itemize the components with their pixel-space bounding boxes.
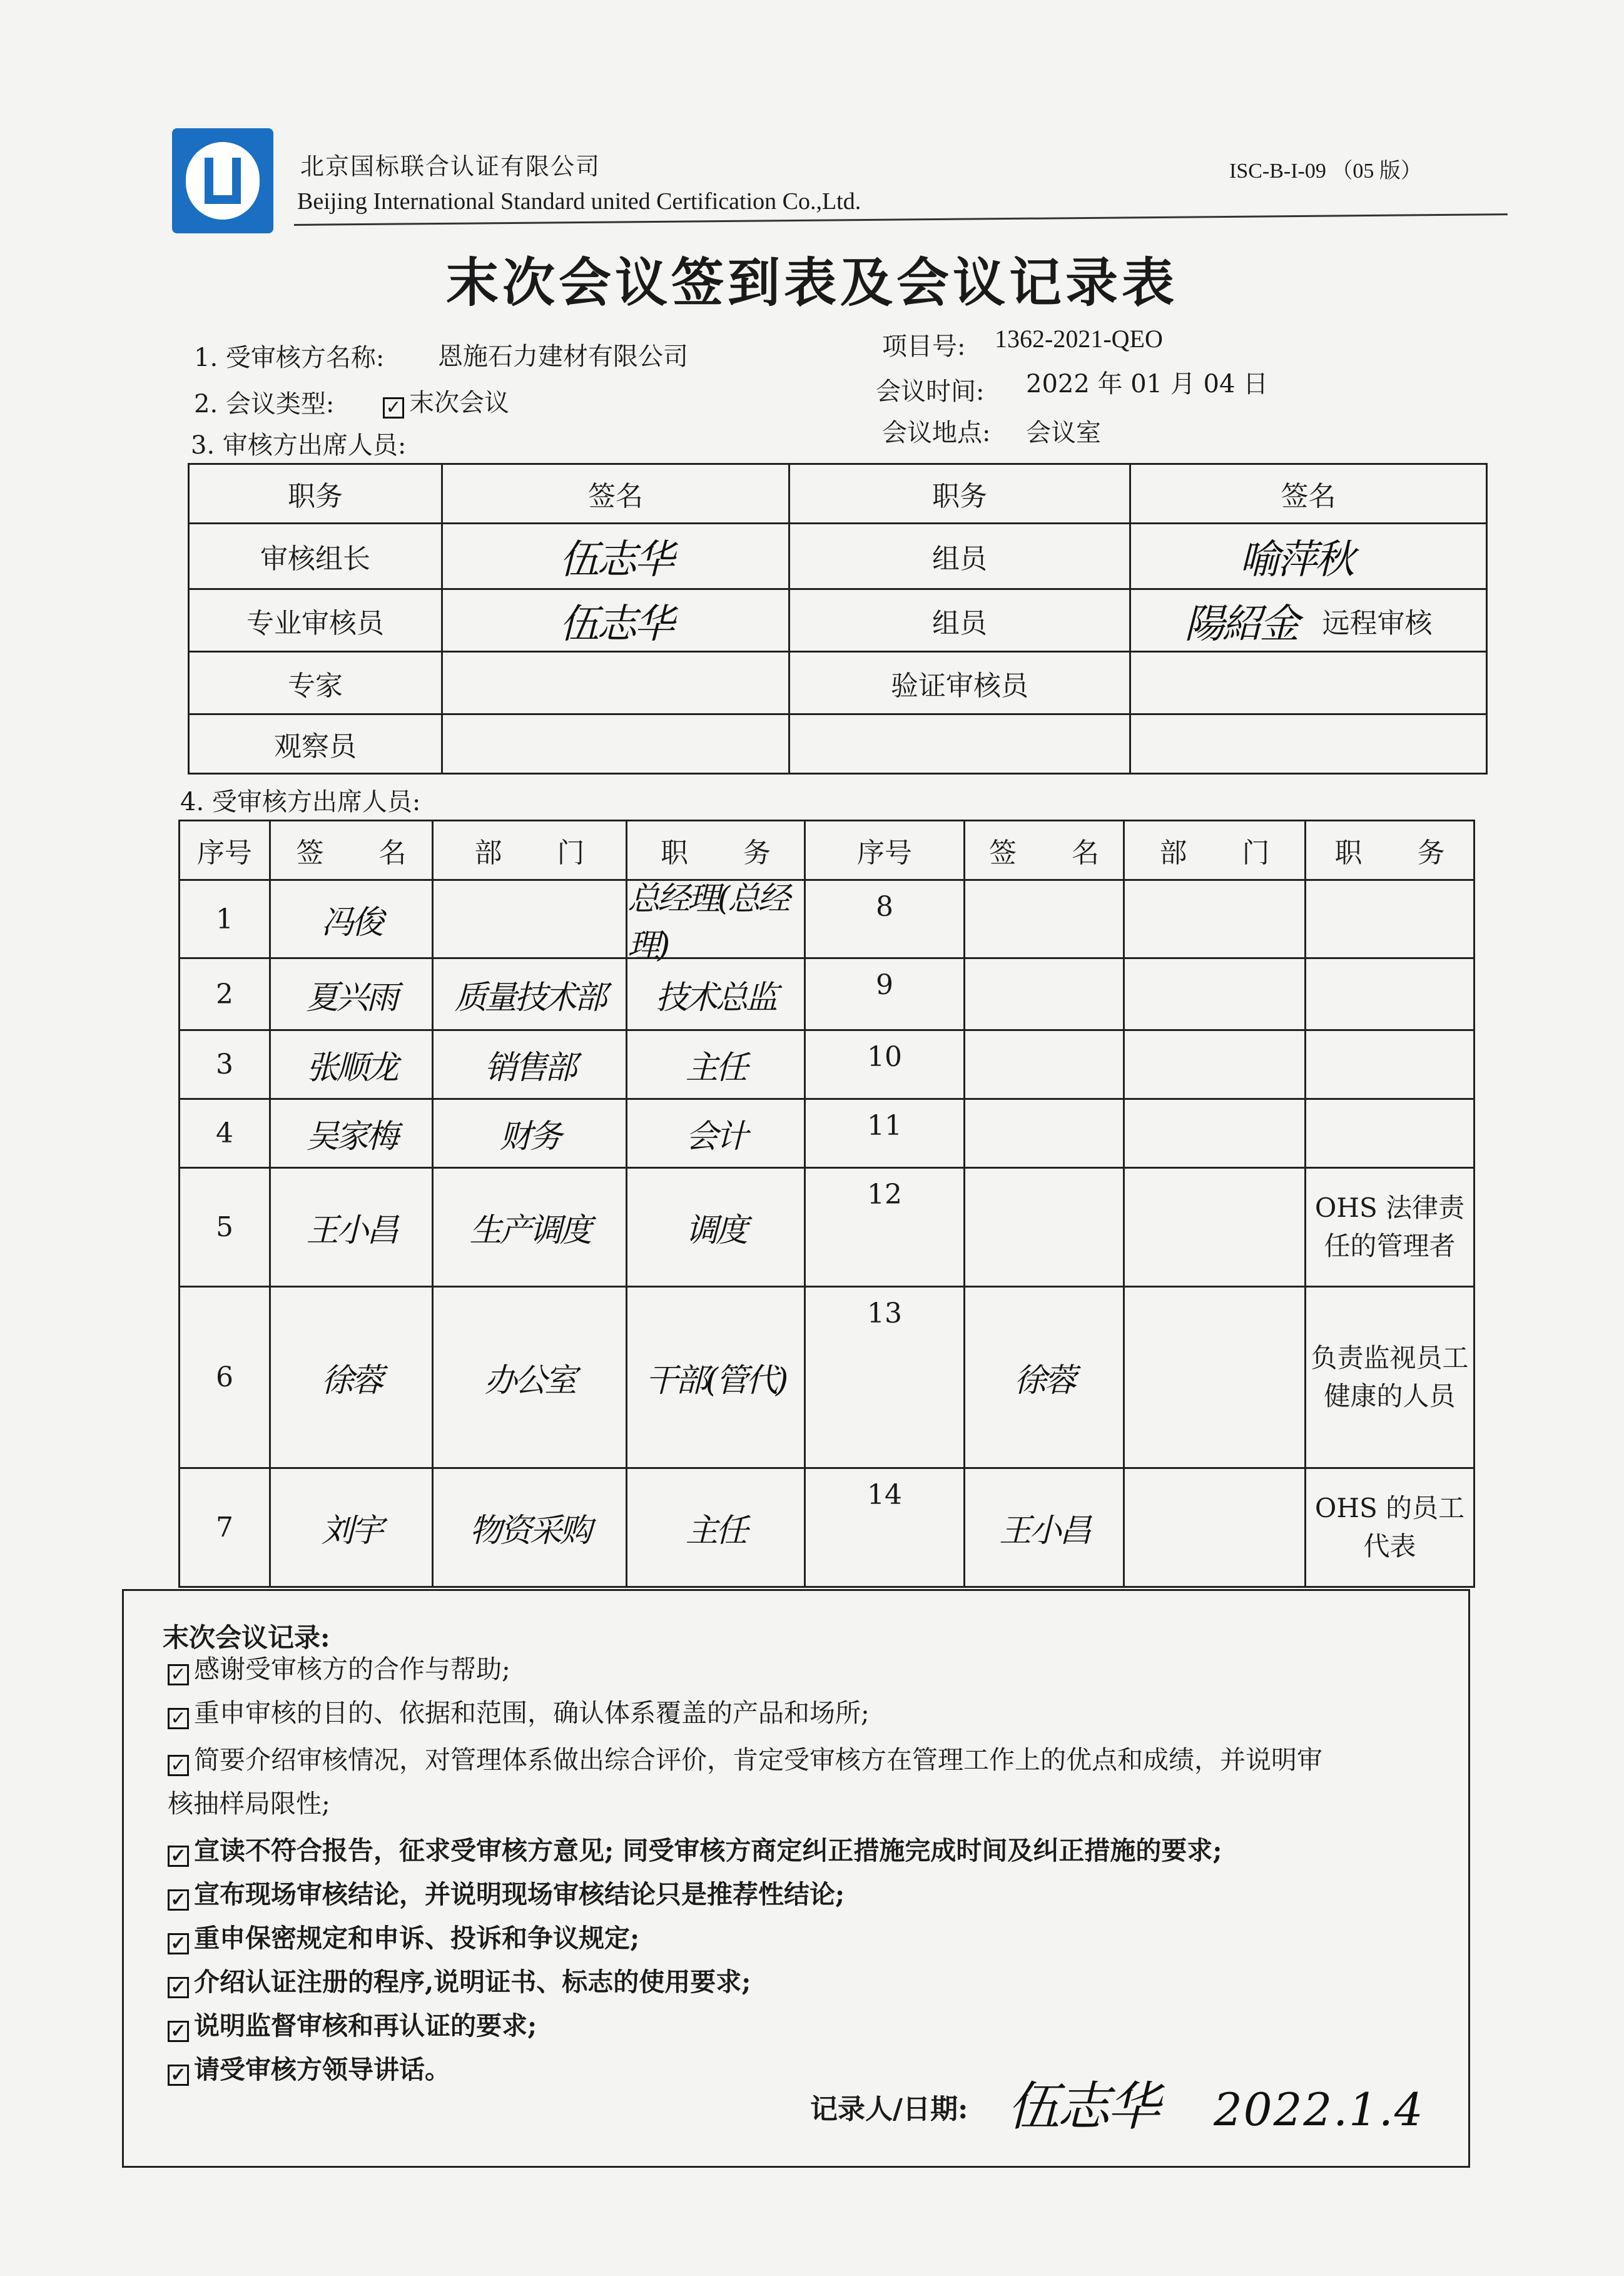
notes-item: [168, 1649, 510, 1685]
auditee-value: 恩施石力建材有限公司: [438, 342, 688, 371]
auditee-header-cell: [804, 820, 965, 881]
auditee-signature: 王小昌: [306, 1212, 397, 1249]
auditor-role: 验证审核员: [891, 669, 1028, 702]
auditee-cell: [1123, 1029, 1306, 1100]
auditee-signature: 调度: [685, 1212, 746, 1249]
auditee-cell: [1123, 957, 1306, 1031]
auditee-cell: [963, 1167, 1125, 1288]
auditor-header-text: 签名: [588, 480, 643, 512]
auditor-role: 专家: [288, 669, 343, 702]
auditor-cell: [788, 522, 1131, 590]
auditor-cell: [1129, 588, 1488, 653]
checkbox-icon: ✓: [168, 1889, 189, 1911]
auditee-cell: [626, 1029, 806, 1100]
auditee-cell: [269, 879, 434, 959]
auditee-header-cell: [1123, 820, 1306, 881]
notes-item: [168, 1918, 639, 1954]
auditee-cell: [1304, 1286, 1475, 1469]
auditee-cell: [626, 957, 806, 1031]
notes-item-text: 简要介绍审核情况，对管理体系做出综合评价，肯定受审核方在管理工作上的优点和成绩，并说明审: [194, 1745, 1322, 1775]
auditee-cell: [1304, 1098, 1475, 1169]
auditee-cell: [963, 1467, 1125, 1588]
header-divider: [294, 213, 1508, 226]
company-name-en: Beijing International Standard united Certification Co.,Ltd.: [297, 188, 861, 215]
checkbox-icon: ✓: [168, 1846, 189, 1867]
auditee-text: 8: [876, 891, 893, 923]
notes-item: [168, 1874, 845, 1911]
auditee-cell: [626, 1286, 806, 1469]
notes-item: [168, 1692, 870, 1729]
checkbox-icon: ✓: [383, 397, 404, 419]
auditee-signature: 张顺龙: [306, 1049, 397, 1087]
auditee-cell: [1304, 1467, 1475, 1588]
auditee-signature: 王小昌: [998, 1512, 1089, 1550]
auditor-cell: [441, 713, 790, 775]
auditee-header-text: 签 名: [989, 837, 1099, 869]
auditor-role: 专业审核员: [246, 607, 384, 639]
auditee-text: 4: [216, 1117, 233, 1149]
auditee-header-text: 签 名: [296, 837, 407, 869]
auditor-signature: 伍志华: [559, 537, 672, 583]
auditor-cell: [188, 522, 443, 590]
auditee-signature: 吴家梅: [306, 1118, 397, 1156]
auditor-role: 审核组长: [260, 543, 370, 575]
auditee-signature: 夏兴雨: [306, 978, 397, 1017]
auditee-cell: [432, 957, 627, 1031]
checkbox-icon: ✓: [168, 1664, 189, 1685]
auditee-cell: [1304, 879, 1475, 959]
auditee-header-text: 职 务: [1334, 837, 1445, 869]
checkbox-icon: ✓: [168, 1933, 189, 1954]
auditee-text: OHS 的员工代表: [1314, 1492, 1465, 1562]
auditee-cell: [432, 1467, 627, 1588]
type-label: 2. 会议类型:: [194, 390, 335, 419]
auditee-signature: 刘宇: [321, 1512, 382, 1550]
auditor-cell: [188, 713, 443, 775]
auditee-cell: [804, 1286, 965, 1469]
time-label: 会议时间:: [876, 377, 985, 406]
auditor-header-cell: [188, 463, 443, 524]
auditee-signature: 主任: [685, 1049, 746, 1087]
auditor-cell: [788, 651, 1131, 715]
auditor-header-cell: [1129, 463, 1488, 524]
notes-item-text: 宣布现场审核结论，并说明现场审核结论只是推荐性结论;: [194, 1879, 845, 1909]
auditee-text: 负责监视员工健康的人员: [1311, 1342, 1469, 1411]
auditee-cell: [178, 1167, 271, 1288]
auditor-cell: [1129, 713, 1488, 775]
auditee-signature: 销售部: [484, 1049, 575, 1087]
auditee-header-cell: [963, 820, 1125, 881]
notes-item: [168, 1783, 330, 1820]
page-title: 末次会议签到表及会议记录表: [445, 251, 1178, 313]
auditee-cell: [804, 1098, 965, 1169]
auditor-header-text: 职务: [932, 480, 987, 512]
auditee-cell: [804, 1467, 965, 1588]
auditee-signature: 质量技术部: [454, 978, 605, 1017]
auditee-cell: [1123, 1098, 1306, 1169]
auditee-signature: 财务: [499, 1118, 560, 1156]
auditee-cell: [804, 1167, 965, 1288]
auditee-cell: [178, 1029, 271, 1100]
auditor-header-text: 职务: [288, 480, 343, 512]
auditee-cell: [178, 957, 271, 1031]
auditee-text: 2: [216, 978, 233, 1010]
checkbox-icon: ✓: [168, 2065, 189, 2086]
auditee-cell: [626, 1467, 806, 1588]
checkbox-icon: ✓: [168, 2021, 189, 2042]
auditee-header-cell: [432, 820, 627, 881]
company-logo: [172, 128, 273, 233]
auditee-header-cell: [269, 820, 434, 881]
auditee-signature: 主任: [685, 1512, 746, 1550]
auditee-signature: 徐蓉: [1013, 1362, 1074, 1400]
auditee-cell: [269, 1286, 434, 1469]
auditor-cell: [441, 522, 790, 590]
auditor-cell: [788, 713, 1131, 775]
auditee-cell: [269, 1167, 434, 1288]
auditee-text: 9: [876, 969, 893, 1001]
auditee-header-text: 部 门: [1159, 837, 1270, 869]
recorder-signature: 伍志华: [1007, 2076, 1158, 2137]
auditee-signature: 徐蓉: [321, 1362, 382, 1400]
auditee-cell: [1123, 879, 1306, 959]
auditee-cell: [626, 1098, 806, 1169]
auditee-cell: [626, 879, 806, 965]
auditee-cell: [269, 1098, 434, 1169]
auditor-cell: [188, 588, 443, 653]
auditor-section-label: 3. 审核方出席人员:: [191, 431, 407, 460]
auditee-header-text: 部 门: [474, 837, 585, 869]
recorder-date: 2022.1.4: [1214, 2083, 1424, 2136]
auditee-cell: [804, 1029, 965, 1100]
auditee-cell: [1123, 1286, 1306, 1469]
auditee-signature: 技术总监: [655, 978, 776, 1017]
auditor-header-cell: [441, 463, 790, 524]
auditor-cell: [788, 588, 1131, 653]
auditee-signature: 总经理(总经理): [627, 880, 788, 965]
auditee-text: 6: [216, 1361, 233, 1393]
auditee-cell: [432, 1029, 627, 1100]
auditee-cell: [432, 1286, 627, 1469]
notes-item-text: 宣读不符合报告，征求受审核方意见; 同受审核方商定纠正措施完成时间及纠正措施的要求;: [194, 1836, 1222, 1866]
auditee-signature: 冯俊: [321, 903, 382, 942]
notes-item-text: 感谢受审核方的合作与帮助;: [194, 1654, 510, 1684]
notes-item: [168, 1830, 1222, 1867]
auditee-cell: [178, 1467, 271, 1588]
notes-item: [168, 2005, 537, 2042]
notes-item: [168, 1961, 751, 1998]
auditee-cell: [626, 1167, 806, 1288]
auditor-cell: [441, 651, 790, 715]
auditee-cell: [963, 879, 1125, 959]
type-value: ✓ 末次会议: [383, 383, 509, 419]
auditee-header-cell: [1304, 820, 1475, 881]
auditee-text: OHS 法律责任的管理者: [1314, 1192, 1465, 1261]
auditee-cell: [963, 957, 1125, 1031]
auditee-cell: [963, 1098, 1125, 1169]
notes-item-text: 请受审核方领导讲话。: [194, 2055, 450, 2085]
auditee-text: 3: [216, 1049, 233, 1080]
checkbox-icon: ✓: [168, 1755, 189, 1776]
auditee-signature: 生产调度: [469, 1212, 590, 1249]
auditee-cell: [432, 1167, 627, 1288]
auditor-header-text: 签名: [1281, 480, 1336, 512]
auditor-cell: [1129, 651, 1488, 715]
auditee-cell: [1123, 1167, 1306, 1288]
auditee-cell: [269, 957, 434, 1031]
notes-item-text: 说明监督审核和再认证的要求;: [194, 2011, 537, 2041]
auditor-header-cell: [788, 463, 1131, 524]
notes-item-text: 重申保密规定和申诉、投诉和争议规定;: [194, 1923, 640, 1953]
auditee-cell: [432, 1098, 627, 1169]
project-value: 1362-2021-QEO: [995, 325, 1163, 353]
checkbox-icon: ✓: [168, 1977, 189, 1998]
notes-item-text: 介绍认证注册的程序,说明证书、标志的使用要求;: [194, 1967, 751, 1997]
auditee-cell: [178, 879, 271, 959]
auditee-signature: 干部(管代): [645, 1362, 786, 1400]
time-value: 2022 年 01 月 04 日: [1026, 370, 1269, 399]
auditee-cell: [1123, 1467, 1306, 1588]
auditee-text: 1: [216, 903, 233, 935]
notes-item: [168, 2049, 450, 2086]
auditee-cell: [432, 879, 627, 959]
form-number: ISC-B-I-09 （05 版）: [1229, 160, 1422, 183]
auditee-cell: [963, 1029, 1125, 1100]
auditee-cell: [269, 1467, 434, 1588]
checkbox-icon: ✓: [168, 1708, 189, 1729]
auditee-cell: [963, 1286, 1125, 1469]
auditee-text: 14: [867, 1479, 902, 1511]
auditee-signature: 会计: [685, 1118, 746, 1156]
auditor-signature: 伍志华: [559, 601, 672, 648]
recorder-label: 记录人/日期:: [810, 2093, 968, 2125]
auditee-section-label: 4. 受审核方出席人员:: [180, 788, 421, 816]
auditor-role: 组员: [932, 543, 987, 575]
notes-item-text: 重申审核的目的、依据和范围，确认体系覆盖的产品和场所;: [194, 1698, 870, 1728]
auditee-text: 11: [867, 1110, 902, 1142]
auditee-header-text: 职 务: [661, 837, 771, 869]
auditee-cell: [269, 1029, 434, 1100]
auditee-text: 7: [216, 1511, 233, 1543]
auditee-text: 5: [216, 1211, 233, 1243]
auditee-header-text: 序号: [857, 837, 912, 869]
auditor-cell: [188, 651, 443, 715]
auditee-text: 12: [867, 1179, 902, 1211]
auditor-signature: 喻萍秋: [1239, 537, 1352, 583]
auditor-role: 观察员: [274, 731, 357, 763]
auditee-cell: [1304, 1167, 1475, 1288]
auditor-role: 组员: [932, 607, 987, 639]
auditor-cell: [441, 588, 790, 653]
auditee-cell: [1304, 1029, 1475, 1100]
project-label: 项目号:: [882, 332, 966, 361]
auditee-signature: 物资采购: [469, 1512, 590, 1550]
auditee-cell: [804, 879, 965, 959]
notes-item-text: 核抽样局限性;: [168, 1789, 330, 1819]
auditee-header-text: 序号: [197, 837, 252, 869]
auditor-signature: 陽紹金: [1184, 601, 1297, 648]
auditee-text: 10: [867, 1041, 902, 1073]
auditee-cell: [804, 957, 965, 1031]
auditee-cell: [178, 1098, 271, 1169]
auditee-signature: 办公室: [484, 1362, 575, 1400]
location-label: 会议地点:: [882, 419, 991, 447]
company-name-cn: 北京国标联合认证有限公司: [300, 153, 601, 180]
auditee-label: 1. 受审核方名称:: [194, 343, 385, 372]
auditor-cell: [1129, 522, 1488, 590]
auditee-header-cell: [178, 820, 271, 881]
auditor-note: 远程审核: [1322, 607, 1433, 639]
location-value: 会议室: [1026, 419, 1101, 447]
auditee-cell: [178, 1286, 271, 1469]
notes-item: [168, 1739, 1322, 1776]
notes-title: 末次会议记录:: [163, 1622, 330, 1653]
auditee-cell: [1304, 957, 1475, 1031]
auditee-text: 13: [867, 1298, 902, 1329]
